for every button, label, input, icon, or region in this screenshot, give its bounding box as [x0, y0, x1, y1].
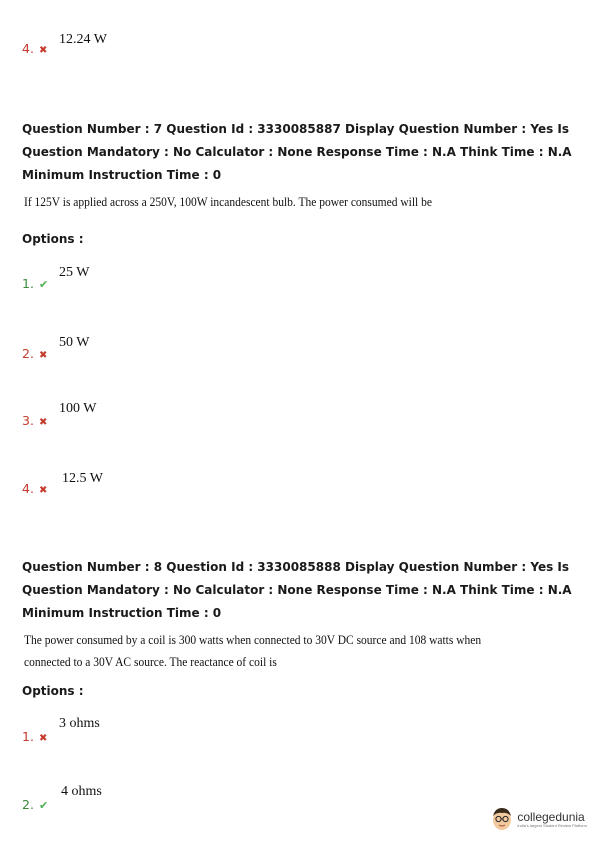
q7-option-2-text: 50 W [59, 335, 90, 350]
q7-option-3-number: 3. ✖ [22, 413, 48, 428]
option-text: 12.24 W [59, 32, 107, 47]
cross-icon: ✖ [38, 485, 48, 496]
check-icon: ✔ [38, 799, 49, 812]
question-7-meta: Question Number : 7 Question Id : 3330085887 Display Question Number : Yes Is Question Mandatory : No Calculator : None Response Time : N.A Think Time : N.A Minimum Instruction Time : 0 [22, 122, 572, 182]
question-8-options-label: Options : [22, 684, 84, 698]
cross-icon: ✖ [38, 417, 48, 428]
question-8-text-line-1: The power consumed by a coil is 300 watts when connected to 30V DC source and 108 watts when [24, 633, 482, 647]
q8-option-2-number: 2. ✔ [22, 797, 49, 812]
logo-tagline: India's largest Student Review Platform [517, 822, 587, 828]
q7-option-1-text: 25 W [59, 265, 90, 280]
question-7-options-label: Options : [22, 232, 84, 246]
q7-option-4-number: 4. ✖ [22, 481, 48, 496]
cross-icon: ✖ [38, 45, 48, 56]
cross-icon: ✖ [38, 350, 48, 361]
mascot-icon [491, 806, 513, 832]
q7-option-4-text: 12.5 W [62, 471, 103, 486]
q7-option-3-text: 100 W [59, 401, 97, 416]
option-number: 4. ✖ [22, 41, 48, 56]
logo-name: collegedunia [517, 809, 585, 824]
question-8-text-line-2: connected to a 30V AC source. The reactance of coil is [24, 655, 277, 669]
q7-option-2-number: 2. ✖ [22, 346, 48, 361]
collegedunia-logo [491, 806, 587, 832]
q8-option-1-text: 3 ohms [59, 716, 100, 731]
q8-option-1-number: 1. ✖ [22, 729, 48, 744]
question-7-text: If 125V is applied across a 250V, 100W incandescent bulb. The power consumed will be [24, 195, 432, 209]
cross-icon: ✖ [38, 733, 48, 744]
q7-option-1-number: 1. ✔ [22, 276, 49, 291]
check-icon: ✔ [38, 278, 49, 291]
q8-option-2-text: 4 ohms [61, 784, 102, 799]
question-8-meta: Question Number : 8 Question Id : 3330085888 Display Question Number : Yes Is Question Mandatory : No Calculator : None Response Time : N.A Think Time : N.A Minimum Instruction Time : 0 [22, 560, 572, 620]
